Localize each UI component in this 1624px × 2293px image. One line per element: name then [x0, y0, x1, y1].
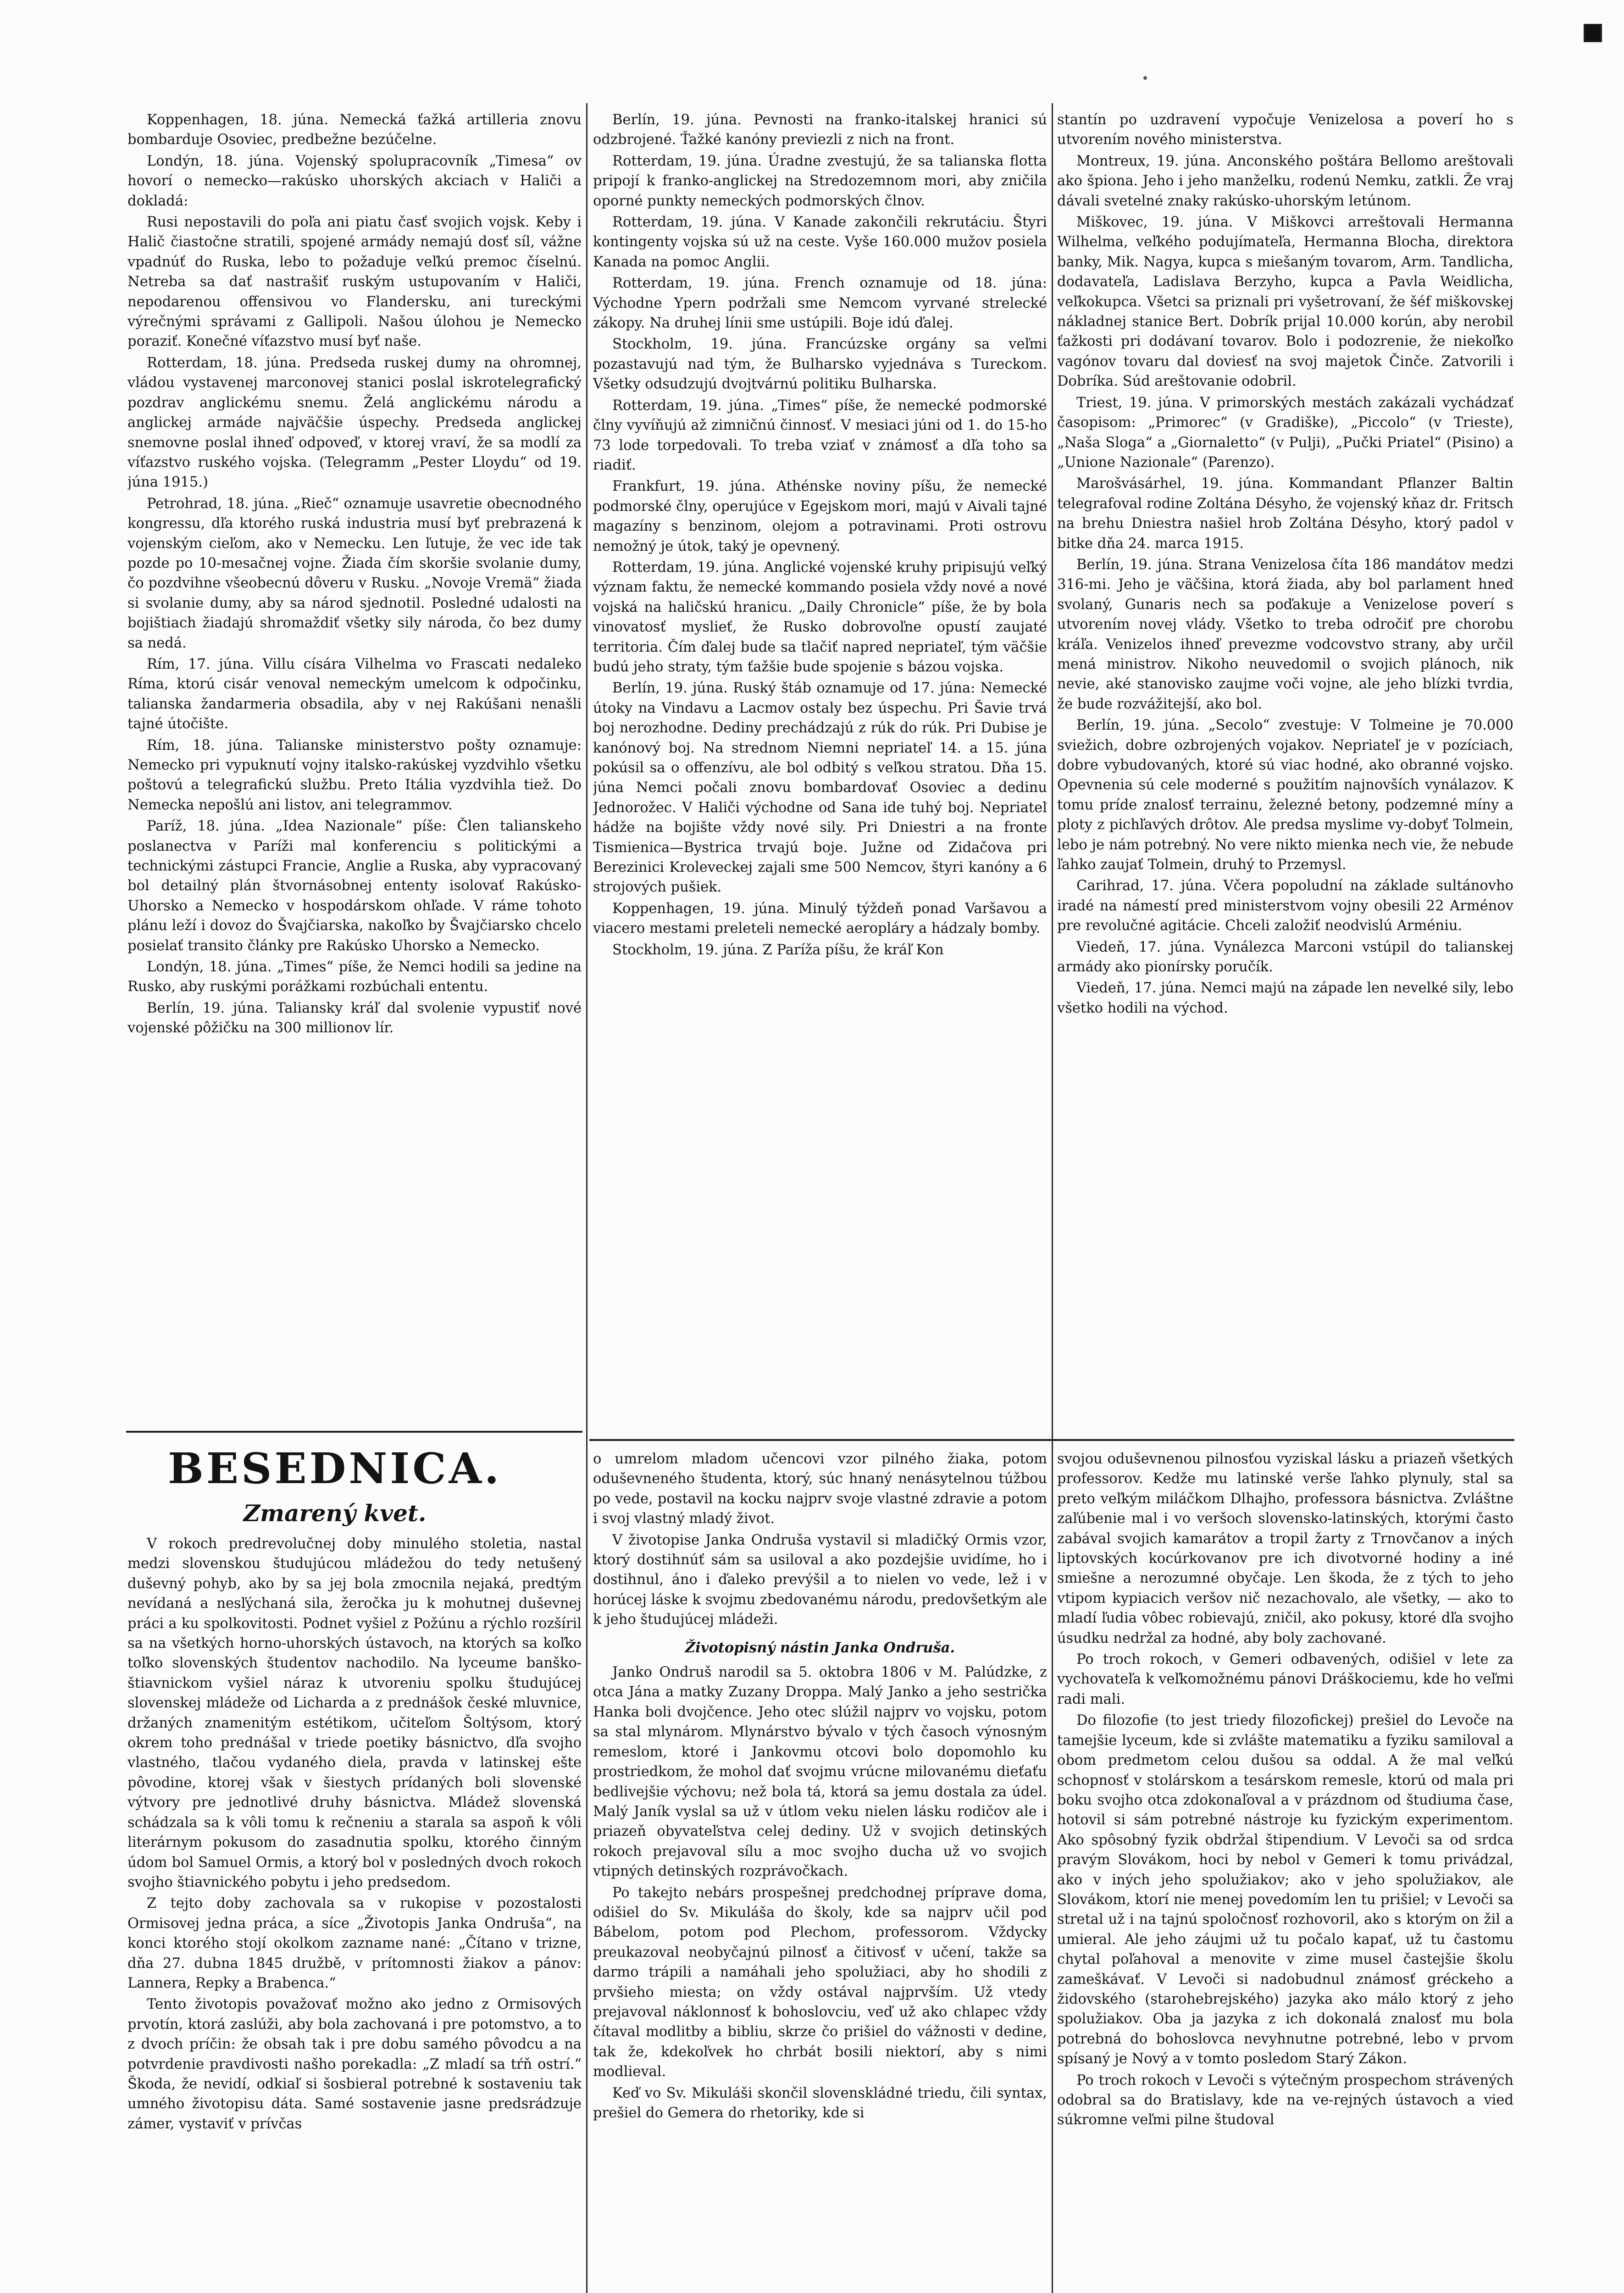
- story-column-3: [1057, 1449, 1513, 2293]
- news-item: Triest, 19. júna. V primorských mestách zakázali vychádzať časopisom: „Primorec“ (v Gradiške), „Piccolo“ (v Trieste), „Naša Sloga“ a „Giornaletto“ (v Pulji), „Pučki Priatel“ (Pisino) a „Unione Nazionale“ (Parenzo).: [1057, 394, 1513, 471]
- news-item: Koppenhagen, 18. júna. Nemecká ťažká artilleria znovu bombarduje Osoviec, predbežne bezúčelne.: [127, 112, 582, 148]
- news-column-2: [593, 110, 1047, 1435]
- story-column-2: [593, 1449, 1047, 2293]
- page-corner-mark: [1584, 24, 1602, 42]
- news-item: Berlín, 19. júna. Ruský štáb oznamuje od 17. júna: Nemecké útoky na Vindavu a Lacmov ostaly bez úspechu. Pri Šavie trvá boj nerozhodne. Dediny prechádzajú z rúk do rúk. Pri Dubise je kanónový boj. Na strednom Niemni nepriateľ 14. a 15. júna pokúsil sa o offenzívu, ale bol odbitý s veľkou stratou. Dňa 15. júna Nemci počali znovu bombardovať Osoviec a dedinu Jednorožec. V Haliči východne od Sana ide tuhý boj. Nepriateľ hádže na bojište vždy nové sily. Pri Dniestri a na fronte Tismienica—Bystrica trvajú boje. Južne od Zidačova pri Berezinici Kroleveckej zajali sme 500 Nemcov, štyri kanóny a 6 strojových pušiek.: [593, 680, 1047, 896]
- section-title: BESEDNICA.: [168, 1444, 502, 1493]
- story-paragraph: V rokoch predrevolučnej doby minulého stoletia, nastal medzi slovenskou študujúcou mládežou do tedy netušený duševný pohyb, ako by sa jej bola zmocnila nejaká, predtým nevídaná a nesľýchaná sila, žeročka ju k mohutnej duševnej práci a ku spolkovitosti. Podnet vyšiel z Požúnu a rýchlo rozšíril sa na všetkých horno-uhorských ústavoch, na ktorých sa koľko toľko slovenských študentov nachodilo. Na lyceume banško-štiavnickom vyšiel náraz k utvoreniu spolku študujúcej slovenskej mládeže od Licharda a z prednášok české mluvnice, držaných znamenitým estétikom, učiteľom Šoltýsom, ktorý okrem toho prednášal v triede poetiky básnictvo, dľa svojho vlastného, tlačou vydaného diela, pravda v latinskej ešte pôvodine, ktorej však v šiestych prídaných boli slovenské výtvory pre jednotlivé druhy básnictva. Mládež slovenská schádzala sa k vôli tomu k rečneniu a starala sa aspoň k vôli literárnym pokusom do zasadnutia spolku, ktorého činným údom bol Samuel Ormis, a ktorý bol v posledných dvoch rokoch svojho štiavnického pobytu i jeho predsedom.: [127, 1536, 582, 1890]
- story-paragraph: Keď vo Sv. Mikuláši skončil slovenskládné triedu, čili syntax, prešiel do Gemera do rhetoriky, kde si: [593, 2085, 1047, 2121]
- news-item: Rím, 17. júna. Villu císára Vilhelma vo Frascati nedaleko Ríma, ktorú cisár venoval nemeckým umelcom k odpočinku, talianska žandarmeria obsadila, aby v nej Rakúšani nenašli tajné útočište.: [127, 656, 582, 732]
- news-item: Berlín, 19. júna. „Secolo“ zvestuje: V Tolmeine je 70.000 sviežich, dobre ozbrojených vojakov. Nepriateľ je v pozíciach, dobre vybudovaných, ktoré sú viac hodné, ako obranné vojsko. Opevnenia sú cele moderné s použitím najnovších vynálazov. K tomu príde znalosť terrainu, železné betony, podzemné míny a ploty z pichľavých drôtov. Ale predsa myslime vy-dobyť Tolmein, lebo je nám potrebný. No vere nikto mienka nech vie, že nebude ľahko zaujať Tolmein, druhý to Przemysl.: [1057, 717, 1513, 873]
- story-paragraph: Po troch rokoch v Levoči s výtečným prospechom strávených odobral sa do Bratislavy, kde na ve-rejných ústavoch a vied súkromne veľmi pilne študoval: [1057, 2072, 1513, 2128]
- margin-dot: [1143, 76, 1147, 80]
- news-item: Rotterdam, 19. júna. Úradne zvestujú, že sa talianska flotta pripojí k franko-anglickej na Stredozemnom mori, aby zničila oporné punkty nemeckých podmorských člnov.: [593, 153, 1047, 209]
- news-item: Montreux, 19. júna. Anconského poštára Bellomo areštovali ako špiona. Jeho i jeho manželku, rodenú Nemku, zatkli. Že vraj dávali svetelné znaky rakúsko-uhorským letúnom.: [1057, 153, 1513, 209]
- news-item: Berlín, 19. júna. Strana Venizelosa čítа 186 mandátov medzi 316-mi. Jeho je väčšina, ktorá žiada, aby bol parlament hneď svolaný, Gunaris nech sa poďakuje a Venizelose poverí s utvorením novej vlády. Všetko to treba odročiť pre chorobu kráľa. Venizelos ihneď prevezme vodcovstvo strany, aby určil mená ministrov. Nikoho neuvedomil o svojich plánoch, nik nevie, aké stanovisko zaujme voči vojne, ale jeho blízki tvrdia, že bude rozvážitejší, ako bol.: [1057, 556, 1513, 712]
- news-item: Berlín, 19. júna. Pevnosti na franko-italskej hranici sú odzbrojené. Ťažké kanóny previezli z nich na front.: [593, 112, 1047, 148]
- story-paragraph: Z tejto doby zachovala sa v rukopise v pozostalosti Ormisovej jedna práca, a síce „Životopis Janka Ondruša“, na konci ktorého stojí okolkom zazname nané: „Čítano v trizne, dňa 27. dubna 1845 družbě, v prítomnosti žiakov a pánov: Lannera, Repky a Brabenca.“: [127, 1895, 582, 1991]
- section-rule-right: [589, 1439, 1514, 1441]
- news-item: Rím, 18. júna. Talianske ministerstvo pošty oznamuje: Nemecko pri vypuknutí vojny italsko-rakúskej vyzdvihlo všetku poštovú a telegrafickú službu. Preto Itália vyzdvihla tiež. Do Nemecka nepošlú ani listov, ani telegrammov.: [127, 737, 582, 813]
- news-item: Rotterdam, 18. júna. Predseda ruskej dumy na ohromnej, vládou vystavenej marconovej stanici poslal iskrotelegrafický pozdrav anglickému snemu. Želá anglickému národu a anglickej armáde najväčšie úspechy. Predseda anglickej snemovne poslal ihneď odpoveď, v ktorej vraví, že sa modlí za víťazstvo ruského vojska. (Telegramm „Pester Lloydu“ od 19. júna 1915.): [127, 354, 582, 491]
- news-column-3: [1057, 110, 1513, 1435]
- news-column-1: [127, 110, 582, 1431]
- news-item: Rotterdam, 19. júna. „Times“ píše, že nemecké podmorské člny vyvíňujú až zimničnú činnosť. V mesiaci júni od 1. do 15-ho 73 lode torpedovali. To treba vziať v známosť a dľa toho sa riadiť.: [593, 397, 1047, 473]
- story-paragraph: V životopise Janka Ondruša vystavil si mladičký Ormis vzor, ktorý dostihnúť sám sa usiloval a ako pozdejšie uvidíme, ho i dostihnul, áno i ďaleko prevýšil a to nielen vo vede, lež i v horúcej láske k svojmu zbedovanému národu, predovšetkým ale k jeho študujúcej mládeži.: [593, 1532, 1047, 1628]
- news-item: Stockholm, 19. júna. Z Paríža píšu, že kráľ Kon: [612, 942, 944, 958]
- news-item: Marošvásárhel, 19. júna. Kommandant Pflanzer Baltin telegrafoval rodine Zoltána Désyho, že vojenský kňaz dr. Fritsch na brehu Dniestra našiel hrob Zoltána Désyho, ktorý padol v bitke dňa 24. marca 1915.: [1057, 476, 1513, 552]
- story-column-1: [127, 1534, 582, 2293]
- story-title: Zmarený kvet.: [243, 1500, 427, 1527]
- column-rule-1: [586, 103, 588, 2293]
- story-paragraph: Janko Ondruš narodil sa 5. oktobra 1806 v M. Palúdzke, z otca Jána a matky Zuzany Droppa. Malý Janko a jeho sestrička Hanka boli dvojčence. Jeho otec slúžil najprv vo vojsku, potom sa stal mlynárom. Mlynárstvo bývalo v tých časoch výnosným remeslom, ktoré i Jankovmu otcovi bolo dopomohlo ku prostriedkom, že mohol dať svojmu vrúcne milovanému dieťaťu bedlivejšie výchovu; než bola tá, ktorá sa jemu dostala za údel. Malý Janík vyslal sa už v útlom veku nielen lásku rodičov ale i priazeň obyvateľstva celej dediny. Už v svojich detinských rokoch prejavoval sílu a moc svojho ducha už vo svojich vtipných detinských rozprávočkach.: [593, 1664, 1047, 1880]
- news-item: Koppenhagen, 19. júna. Minulý týždeň ponad Varšavou a viacero mestami preleteli nemecké aeropláry a hádzaly bomby.: [593, 900, 1047, 937]
- news-item: Rotterdam, 19. júna. French oznamuje od 18. júna: Východne Ypern podržali sme Nemcom vyrvané strelecké zákopy. Na druhej línii sme ustúpili. Boje idú ďalej.: [593, 275, 1047, 332]
- news-item: Viedeň, 17. júna. Vynálezca Marconi vstúpil do talianskej armády ako pionírsky poručík.: [1057, 939, 1513, 975]
- story-paragraph: svojou oduševnenou pilnosťou vyziskal lásku a priazeň všetkých professorov. Kedže mu latinské verše ľahko plynuly, stal sa preto veľkým miláčkom Dlhajho, professora básnictva. Zvláštne zaľúbenie mal i vo veršoch slovensko-latinských, ktorými často zabával svojich kamarátov a tropil žarty z Trnovčanov a iných liptovských kocúrkovanov pre ich divotvorné hodiny a iné smiešne a nerozumné obyčaje. Len škoda, že z tých to jeho vtipom kypiacich veršov nič nezachovalo, ale všetky, — ako to mladí ľudia vôbec robievajú, zničil, ako pokusy, ktoré dľa svojho úsudku nedržal za hodné, aby boly zachované.: [1057, 1451, 1513, 1646]
- news-item: Viedeň, 17. júna. Nemci majú na západe len nevelké sily, lebo všetko hodili na východ.: [1057, 980, 1513, 1016]
- news-item: Berlín, 19. júna. Taliansky kráľ dal svolenie vypustiť nové vojenské pôžičku na 300 millionov lír.: [127, 1000, 582, 1036]
- section-rule-left: [126, 1431, 582, 1433]
- story-paragraph: Po troch rokoch, v Gemeri odbavených, odišiel v lete za vychovateľa k veľkomožnému pánovi Dráškociemu, kde ho veľmi radi mali.: [1057, 1651, 1513, 1707]
- news-item: Frankfurt, 19. júna. Athénske noviny píšu, že nemecké podmorské člny, operujúce v Egejskom mori, majú v Aivali tajné magazíny s benzinom, olejom a potravinami. Proti ostrovu nemožný je útok, taký je opevnený.: [593, 478, 1047, 554]
- news-item: Londýn, 18. júna. „Times“ píše, že Nemci hodili sa jedine na Rusko, aby ruskými porážkami rozbúchali ententu.: [127, 959, 582, 995]
- news-item: Londýn, 18. júna. Vojenský spolupracovník „Timesa“ ov hovorí o nemecko—rakúsko uhorských akciach v Haliči a dokladá:: [127, 153, 582, 209]
- news-item: Rusi nepostavili do poľa ani piatu časť svojich vojsk. Keby i Halič čiastočne stratili, spojené armády nemajú dosť síl, vážne vpadnúť do Ruska, lebo to požaduje veľkú premoc číselnú. Netreba sa dať nastrašiť ruským ustupovaním v Haliči, nepodarenou offensivou vo Flandersku, ani tureckými výrečnými správami z Gallipoli. Našou úlohou je Nemecko poraziť. Konečné víťazstvo musí byť naše.: [127, 214, 582, 350]
- news-item: Stockholm, 19. júna. Francúzske orgány sa veľmi pozastavujú nad tým, že Bulharsko vyjednáva s Tureckom. Všetky odsudzujú dvojtvárnú politiku Bulharska.: [593, 336, 1047, 393]
- story-paragraph: Po takejto nebárs prospešnej predchodnej príprave doma, odišiel do Sv. Mikuláša do školy, kde sa najprv učil pod Bábelom, potom pod Plechom, professorom. Vždycky preukazoval neobyčajnú pilnosť a čitivosť v učení, takže sa darmo trápili a namáhali jeho spolužiaci, aby ho shodili z prvšieho miesta; on vždy ostával najprvším. Už vtedy prejavoval náklonnosť k bohoslovciu, veď už ako chlapec vždy čítaval modlitby a bibliu, skrze čo prišiel do vážnosti v dedine, tak že, kdekoľvek ho chrbát bosili niektorí, aby s nimi modlieval.: [593, 1884, 1047, 2080]
- biography-subheading: Životopisný nástin Janka Ondruša.: [685, 1639, 955, 1656]
- column-rule-2: [1052, 103, 1053, 2293]
- story-paragraph: o umrelom mladom učencovi vzor pilného žiaka, potom oduševneného študenta, ktorý, súc hnaný nenásytelnou túžbou po vede, postavil na kocku najprv svoje vlastné zdravie a potom i svoj vlastný mladý život.: [593, 1451, 1047, 1527]
- news-item: Rotterdam, 19. júna. V Kanade zakončili rekrutáciu. Štyri kontingenty vojska sú už na ceste. Vyše 160.000 mužov posiela Kanada na pomoc Anglii.: [593, 214, 1047, 270]
- news-item: Miškovec, 19. júna. V Miškovci arreštovali Hermanna Wilhelma, veľkého podujímateľa, Hermanna Blocha, direktora banky, Mik. Nagya, kupca s miešaným tovarom, Arm. Tandlicha, dodavateľa, Ladislava Berzyho, kupca a Pavla Weidlicha, veľkokupca. Všetci sa priznali pri vyšetrovaní, že šéf miškovskej nákladnej stanice Bert. Dobrík prijal 10.000 korún, aby nerobil ťažkosti pri dodávaní tovarov. Bolo i podozrenie, že niekoľko vagónov tovaru dal doviesť na svoj majetok Činče. Zatvorili i Dobríka. Súd areštovanie odobril.: [1057, 214, 1513, 390]
- news-item: Rotterdam, 19. júna. Anglické vojenské kruhy pripisujú veľký význam faktu, že nemecké kommando posiela vždy nové a nové vojská na haličskú hranicu. „Daily Chronicle“ píše, že by bola vinovatosť myslieť, že Rusko dobrovoľne opustí zaujaté territoria. Čím ďalej bude sa tlačiť napred nepriateľ, tým väčšie budú jeho straty, tým ťažšie bude spojenie s bázou vojska.: [593, 559, 1047, 675]
- news-item: Petrohrad, 18. júna. „Rieč“ oznamuje usavretie obecnodného kongressu, dľa ktorého ruská industria musí byť prebrazená k vojenským cieľom, ako v Nemecku. Len ľutuje, že vec ide tak pozde po 10-mesačnej vojne. Žiada čím skoršie svolanie dumy, čo pozdvihne všeobecnú dôveru v Rusku. „Novoje Vremä“ žiada si svolanie dumy, aby sa národ sjednotil. Posledné udalosti na bojištiach žiadajú shromaždiť všetky sily národa, čo bez dumy sa nedá.: [127, 495, 582, 651]
- news-item: Paríž, 18. júna. „Idea Nazionale“ píše: Člen talianskeho poslanectva v Paríži mal konferenciu s politickými a technickými zástupci Francie, Anglie a Ruska, aby vypracovaný bol detailný plán štvornásobnej ententy isolovať Rakúsko-Uhorsko a Nemecko v hospodárskom ohľade. V ráme tohoto plánu leží i dovoz do Švajčiarska, nakoľko by Švajčiarsko chcelo posielať transito články pre Rakúsko Uhorsko a Nemecko.: [127, 818, 582, 954]
- news-item: stantín po uzdravení vypočuje Venizelosa a poverí ho s utvorením nového ministerstva.: [1057, 112, 1513, 148]
- news-item: Carihrad, 17. júna. Včera popoludní na základe sultánovho iradé na námestí pred ministerstvom vojny obesili 22 Arménov pre revolučné agitácie. Chceli založiť neodvislú Arméniu.: [1057, 878, 1513, 934]
- story-paragraph: Tento životopis považovať možno ako jedno z Ormisových prvotín, ktorá zaslúži, aby bola zachovaná i pre potomstvo, a to z dvoch príčin: že obsah tak i pre dobu samého pôvodcu a na potvrdenie pravdivosti našho porekadla: „Z mladí sa tŕň ostrí.“ Škoda, že nevidí, odkiaľ si šosbieral potrebné k sostaveniu tak umného životopisu dáta. Samé sostavenie jasne predsrádzuje zámer, vystaviť v prívčas: [127, 1996, 582, 2132]
- story-paragraph: Do filozofie (to jest triedy filozofickej) prešiel do Levoče na tamejšie lyceum, kde si zvlášte matematiku a fyziku samiloval a obom predmetom celou dušou sa oddal. A že mal veľkú schopnosť v stolárskom a tesárskom remesle, ktorú od mala pri boku svojho otca zdokonaľoval a v prázdnom od študiuma čase, hotovil si sám potrebné nástroje ku fyzickým experimentom. Ako spôsobný fyzik obdržal štipendium. V Levoči sa od srdca pravým Slovákom, hoci by nebol v Gemeri k tomu privádzal, ako v iných jeho spolužiakov; ako v jeho spolužiakov, ale Slovákom, ktorí nie menej povedomím len tu prišiel; v Levoči sa stretal už i na tajnú spoločnosť rozhovoril, ako s ktorým on žil a umieral. Ale jeho záujmi už tu počalo kapať, už tu častomu chytal poľahoval a menovite v zime musel častejšie školu zameškávať. V Levoči si nadobudnul známosť gréckeho a židovského (starohebrejského) jazyka ako málo ktorý z jeho spolužiakov. Oba ja jazyka z ich dokonalá znalosť mu bola potrebná do bohoslovca nevyhnutne potrebné, lebo v prvom spísaný je Nový a v tomto posledom Starý Zákon.: [1057, 1712, 1513, 2067]
